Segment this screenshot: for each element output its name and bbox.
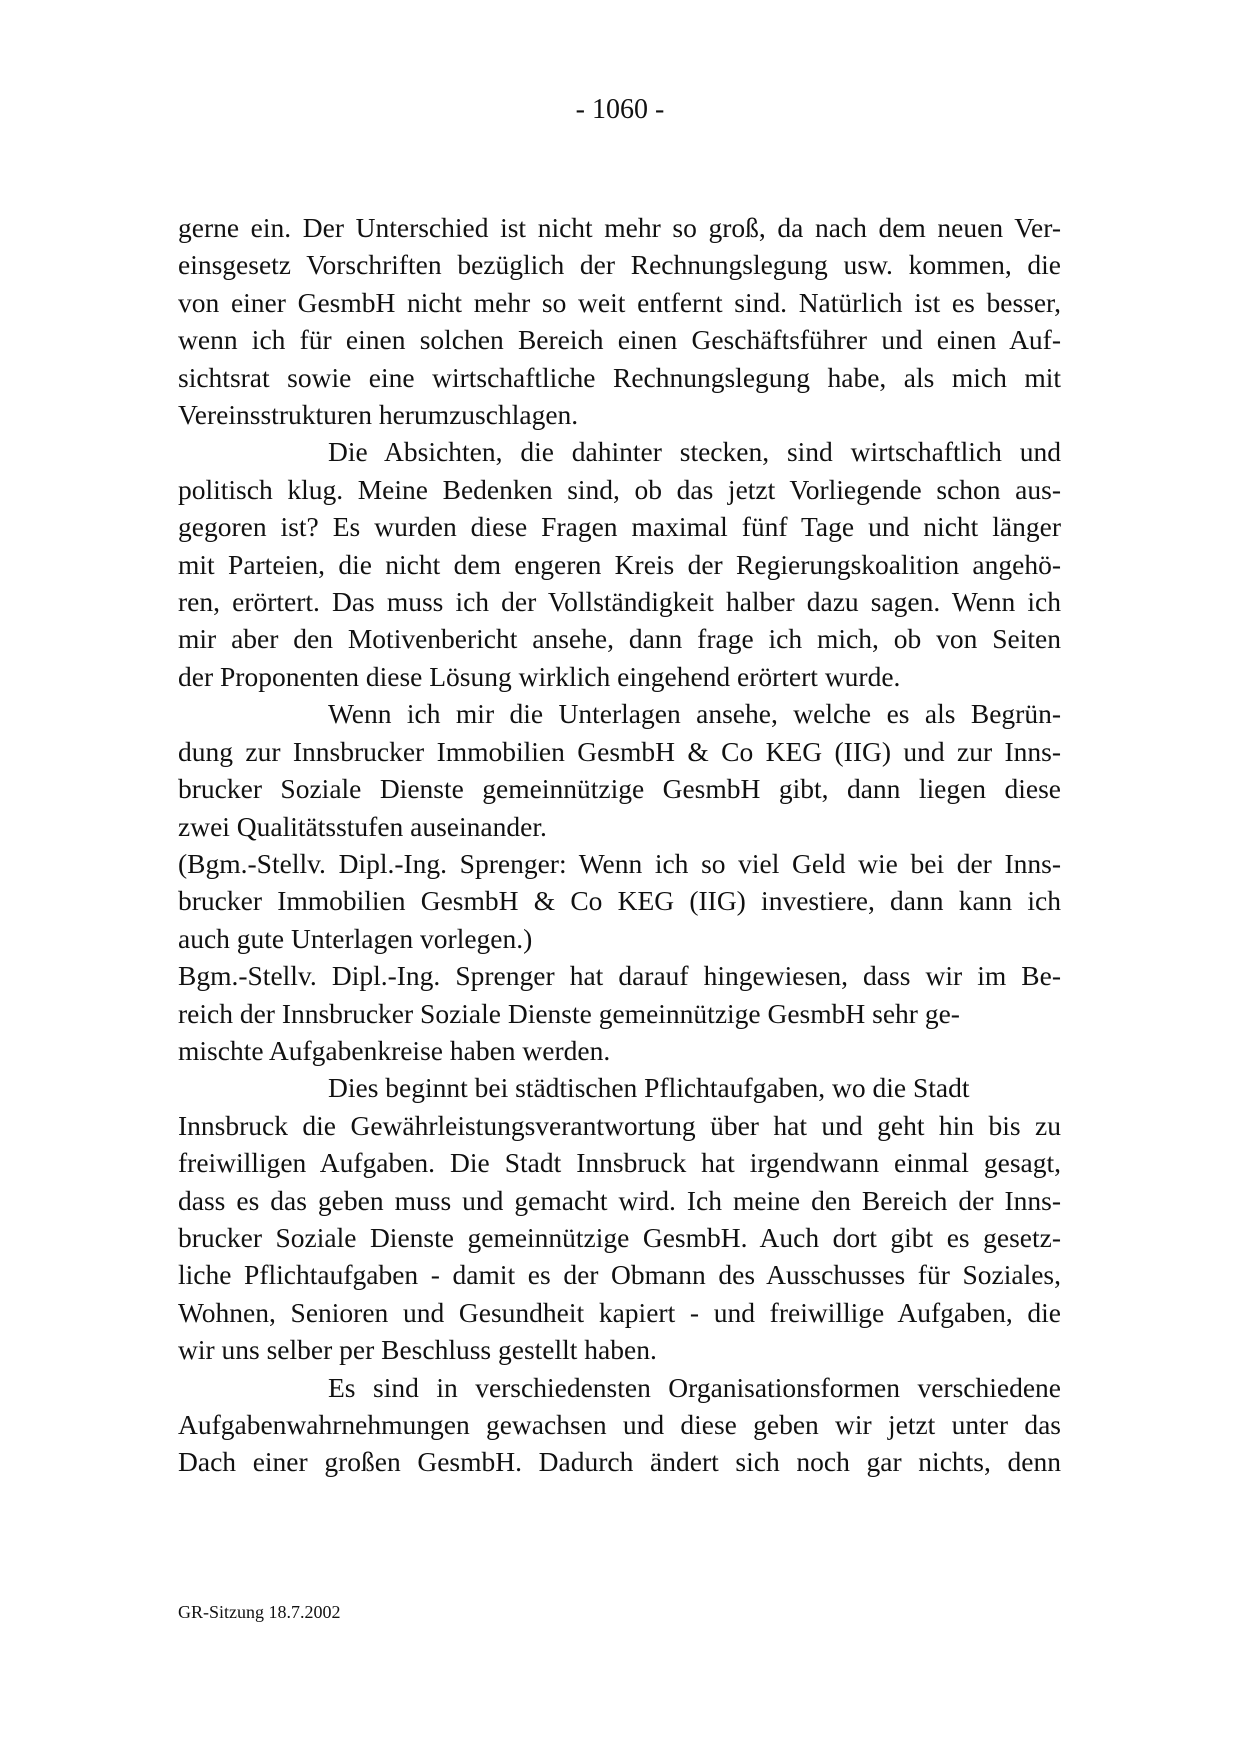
text-line: Aufgabenwahrnehmungen gewachsen und diese geben wir jetzt unter das xyxy=(178,1409,1061,1440)
text-line: der Proponenten diese Lösung wirklich eingehend erörtert wurde. xyxy=(178,660,901,692)
text-line: gegoren ist? Es wurden diese Fragen maximal fünf Tage und nicht länger xyxy=(178,511,1061,543)
text-line: Vereinsstrukturen herumzuschlagen. xyxy=(178,399,579,431)
text-line: brucker Immobilien GesmbH & Co KEG (IIG) investiere, dann kann ich xyxy=(178,885,1061,917)
text-line: wenn ich für einen solchen Bereich einen Geschäftsführer und einen Auf- xyxy=(178,324,1061,356)
text-line: dung zur Innsbrucker Immobilien GesmbH & Co KEG (IIG) und zur Inns- xyxy=(178,735,1061,767)
text-line: auch gute Unterlagen vorlegen.) xyxy=(178,922,533,954)
text-line: dass es das geben muss und gemacht wird. Ich meine den Bereich der Inns- xyxy=(178,1184,1061,1216)
text-line: zwei Qualitätsstufen auseinander. xyxy=(178,810,547,842)
text-line: Wohnen, Senioren und Gesundheit kapiert - und freiwillige Aufgaben, die xyxy=(178,1296,1061,1328)
text-line: politisch klug. Meine Bedenken sind, ob das jetzt Vorliegende schon aus- xyxy=(178,473,1061,505)
document-body xyxy=(178,209,1061,1481)
page-footer: GR-Sitzung 18.7.2002 xyxy=(178,1602,341,1622)
text-line: wir uns selber per Beschluss gestellt haben. xyxy=(178,1334,657,1366)
text-line: freiwilligen Aufgaben. Die Stadt Innsbruck hat irgendwann einmal gesagt, xyxy=(178,1147,1061,1179)
text-line: sichtsrat sowie eine wirtschaftliche Rechnungslegung habe, als mich mit xyxy=(178,361,1061,393)
page-number: - 1060 - xyxy=(575,94,665,125)
text-line: gerne ein. Der Unterschied ist nicht mehr so groß, da nach dem neuen Ver- xyxy=(178,212,1061,243)
text-line: Die Absichten, die dahinter stecken, sind wirtschaftlich und xyxy=(328,436,1061,468)
text-line: brucker Soziale Dienste gemeinnützige GesmbH gibt, dann liegen diese xyxy=(178,773,1061,805)
text-line: liche Pflichtaufgaben - damit es der Obmann des Ausschusses für Soziales, xyxy=(178,1259,1061,1291)
text-line: Bgm.-Stellv. Dipl.-Ing. Sprenger hat darauf hingewiesen, dass wir im Be- xyxy=(178,960,1061,992)
text-line: brucker Soziale Dienste gemeinnützige GesmbH. Auch dort gibt es gesetz- xyxy=(178,1221,1061,1253)
text-line: Es sind in verschiedensten Organisationsformen verschiedene xyxy=(328,1371,1061,1403)
text-line: mischte Aufgabenkreise haben werden. xyxy=(178,1034,611,1066)
text-line: Wenn ich mir die Unterlagen ansehe, welche es als Begrün- xyxy=(328,698,1061,730)
text-line: Innsbruck die Gewährleistungsverantwortung über hat und geht hin bis zu xyxy=(178,1109,1061,1141)
text-line: mit Parteien, die nicht dem engeren Kreis der Regierungskoalition angehö- xyxy=(178,548,1061,580)
text-line: (Bgm.-Stellv. Dipl.-Ing. Sprenger: Wenn ich so viel Geld wie bei der Inns- xyxy=(178,847,1061,879)
text-line: Dies beginnt bei städtischen Pflichtaufgaben, wo die Stadt xyxy=(328,1072,970,1104)
text-line: mir aber den Motivenbericht ansehe, dann frage ich mich, ob von Seiten xyxy=(178,623,1061,655)
text-line: von einer GesmbH nicht mehr so weit entfernt sind. Natürlich ist es besser, xyxy=(178,286,1061,318)
text-line: Dach einer großen GesmbH. Dadurch ändert sich noch gar nichts, denn xyxy=(178,1446,1061,1478)
text-line: reich der Innsbrucker Soziale Dienste gemeinnützige GesmbH sehr ge- xyxy=(178,997,960,1029)
text-line: einsgesetz Vorschriften bezüglich der Rechnungslegung usw. kommen, die xyxy=(178,249,1061,281)
text-line: ren, erörtert. Das muss ich der Vollständigkeit halber dazu sagen. Wenn ich xyxy=(178,586,1061,618)
